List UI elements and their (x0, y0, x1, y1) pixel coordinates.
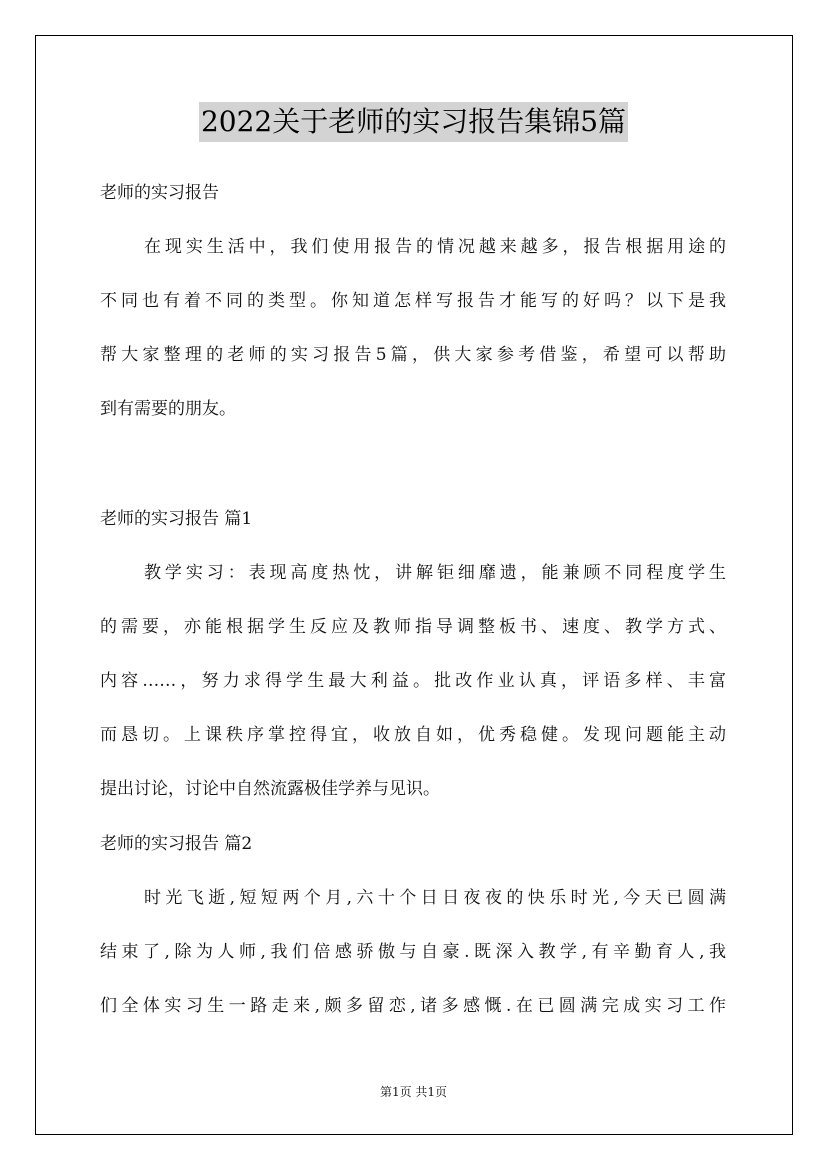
paragraph-line: 时光飞逝,短短两个月,六十个日日夜夜的快乐时光,今天已圆满 (144, 888, 726, 908)
paragraph-line: 结束了,除为人师,我们倍感骄傲与自豪.既深入教学,有辛勤育人,我 (100, 942, 726, 962)
title-container (0, 102, 827, 142)
paragraph-line: 内容……，努力求得学生最大利益。批改作业认真，评语多样、丰富 (100, 671, 726, 691)
section1-heading: 老师的实习报告 篇1 (100, 509, 253, 529)
paragraph-line: 帮大家整理的老师的实习报告5篇，供大家参考借鉴，希望可以帮助 (100, 345, 726, 365)
paragraph-line: 提出讨论，讨论中自然流露极佳学养与见识。 (100, 779, 440, 799)
paragraph-line: 而恳切。上课秩序掌控得宜，收放自如，优秀稳健。发现问题能主动 (100, 725, 726, 745)
paragraph-line: 的需要，亦能根据学生反应及教师指导调整板书、速度、教学方式、 (100, 617, 726, 637)
intro-heading: 老师的实习报告 (100, 183, 219, 203)
section2-heading: 老师的实习报告 篇2 (100, 834, 253, 854)
paragraph-line: 在现实生活中，我们使用报告的情况越来越多，报告根据用途的 (144, 237, 726, 257)
section1-paragraph (100, 546, 726, 816)
paragraph-line: 到有需要的朋友。 (100, 399, 236, 419)
paragraph-line: 不同也有着不同的类型。你知道怎样写报告才能写的好吗？以下是我 (100, 291, 726, 311)
document-title: 2022关于老师的实习报告集锦5篇 (199, 102, 628, 142)
paragraph-line: 们全体实习生一路走来,颇多留恋,诸多感慨.在已圆满完成实习工作 (100, 996, 726, 1016)
page-footer: 第1页 共1页 (379, 1085, 448, 1099)
intro-paragraph (100, 220, 726, 436)
section2-paragraph (100, 871, 726, 1033)
paragraph-line: 教学实习：表现高度热忱，讲解钜细靡遗，能兼顾不同程度学生 (144, 563, 726, 583)
